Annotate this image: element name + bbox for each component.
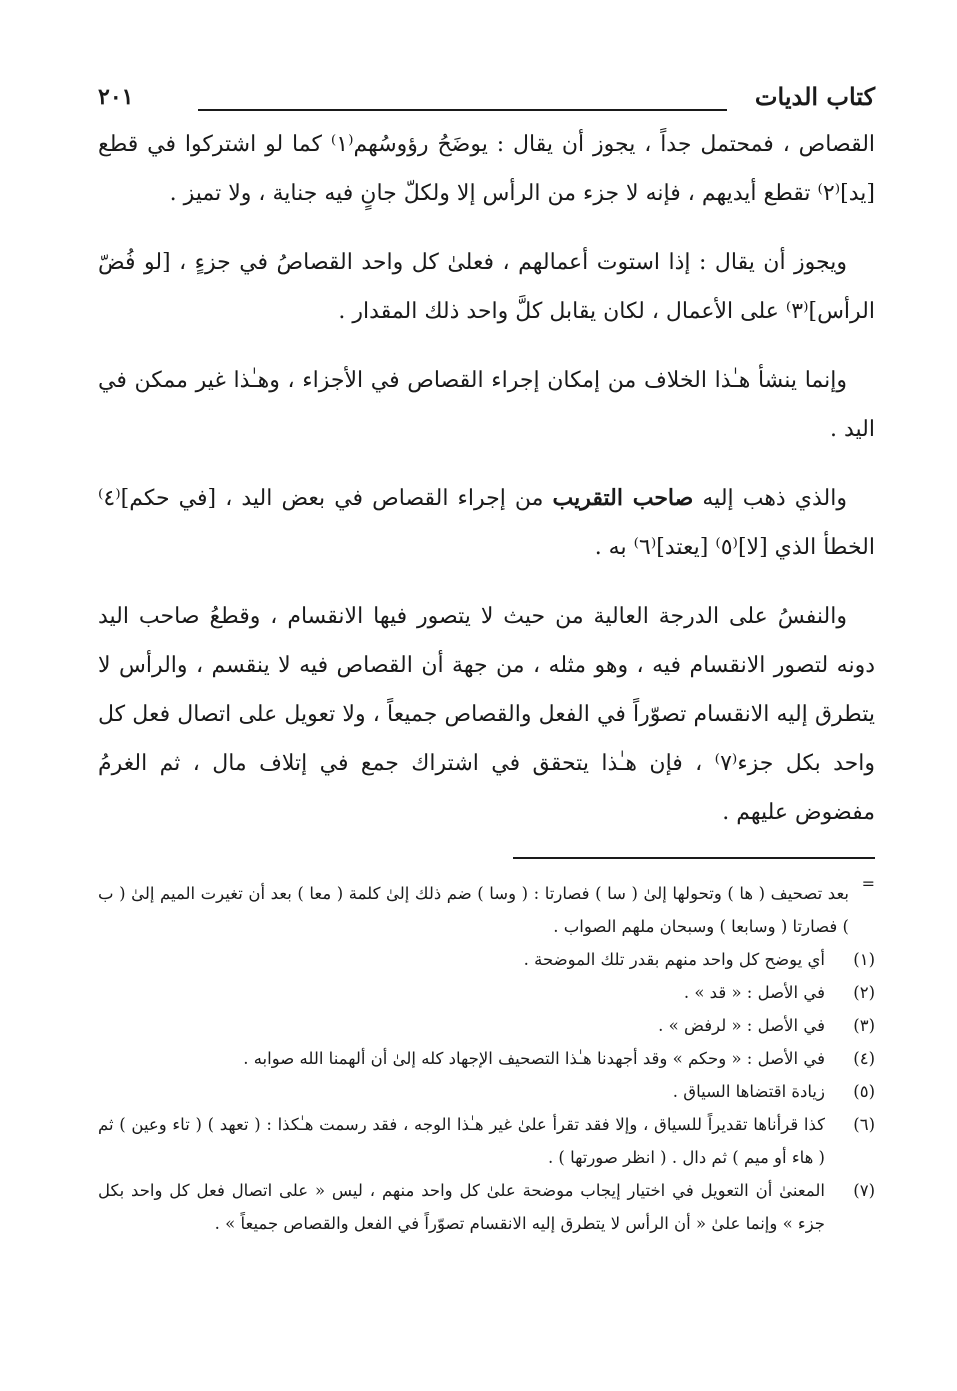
footnote-2: [98, 976, 875, 1009]
footnote-number: (٢): [853, 983, 875, 1002]
footnote-4: [98, 1042, 875, 1075]
footnote-number: (٦): [853, 1115, 875, 1134]
header-rule: [198, 109, 727, 111]
paragraph-4-rest: من إجراء القصاص في بعض اليد ، [في حكم]⁽٤⁾ الخطأ الذي [لا]⁽٥⁾ [يعتد]⁽٦⁾ به .: [98, 486, 875, 560]
footnote-text: أي يوضح كل واحد منهم بقدر تلك الموضحة .: [523, 950, 825, 969]
footnote-number: (٤): [853, 1049, 875, 1068]
paragraph-2: ويجوز أن يقال : إذا استوت أعمالهم ، فعلىٰ كل واحد القصاصُ في جزءٍ ، [لو فُضّ الرأس]⁽٣⁾ على الأعمال ، لكان يقابل كلَّ واحد ذلك المقدار .: [98, 250, 875, 324]
paragraph-1: القصاص ، فمحتمل جداً ، يجوز أن يقال : يوضَحُ رؤوسُهم⁽١⁾ كما لو اشتركوا في قطع [يد]⁽٢⁾ تقطع أيديهم ، فإنه لا جزء من الرأس إلا ولكلّ جانٍ فيه جناية ، ولا تميز .: [98, 132, 876, 206]
footnote-number: (٥): [853, 1082, 875, 1101]
footnote-text: في الأصل : « قد » .: [683, 983, 825, 1002]
paragraph-3: وإنما ينشأ هـٰذا الخلاف من إمكان إجراء القصاص في الأجزاء ، وهـٰذا غير ممكن في اليد .: [98, 368, 875, 442]
footnote-number: (٧): [853, 1181, 875, 1200]
footnote-separator: [513, 857, 875, 859]
continuation-text: بعد تصحيف ( ها ) وتحولها إلىٰ ( سا ) فصارتا : ( وسا ) ضم ذلك إلىٰ كلمة ( معا ) بعد أن تغيرت الميم إلىٰ ( ب ) فصارتا ( وسابعا ) وسبحان ملهم الصواب .: [98, 884, 849, 936]
footnote-continuation: [98, 874, 875, 943]
footnote-number: (١): [853, 950, 875, 969]
footnote-text: في الأصل : « لرفض » .: [658, 1016, 825, 1035]
footnote-7: [98, 1174, 875, 1240]
footnote-text: المعنىٰ أن التعويل في اختيار إيجاب موضحة علىٰ كل واحد منهم ، ليس « على اتصال فعل كل واحد بكل جزء » وإنما علىٰ « أن الرأس لا يتطرق إليه الانقسام تصوّراً في الفعل والقصاص جميعاً » .: [98, 1181, 825, 1233]
paragraph-4: [98, 474, 875, 572]
footnote-text: زيادة اقتضاها السياق .: [672, 1082, 825, 1101]
footnote-1: [98, 943, 875, 976]
footnote-6: [98, 1108, 875, 1174]
footnote-number: (٣): [853, 1016, 875, 1035]
book-page: [98, 78, 875, 1240]
chapter-title: كتاب الديات: [754, 82, 875, 111]
footnote-text: كذا قرأناها تقديراً للسياق ، وإلا فقد تقرأ علىٰ غير هـٰذا الوجه ، فقد رسمت هـٰكذا : ( تعهد ) ( تاء وعين ) ثم ( هاء أو ميم ) ثم دال . ( انظر صورتها ) .: [98, 1115, 825, 1167]
author-name-bold: صاحب التقريب: [552, 485, 694, 511]
footnote-3: [98, 1009, 875, 1042]
footnotes: [98, 874, 875, 1240]
main-text: [98, 120, 875, 837]
paragraph-4-lead: والذي ذهب إليه: [693, 486, 847, 511]
continuation-mark: =: [861, 874, 875, 893]
page-number: ٢٠١: [98, 84, 134, 110]
footnote-text: في الأصل : « وحكم » وقد أجهدنا هـٰذا التصحيف الإجهاد كله إلىٰ أن ألهمنا الله صوابه .: [243, 1049, 825, 1068]
running-header: [98, 78, 875, 120]
paragraph-5: والنفسُ على الدرجة العالية من حيث لا يتصور فيها الانقسام ، وقطعُ صاحب اليد دونه لتصور الانقسام فيه ، وهو مثله ، من جهة أن القصاص فيه لا ينقسم ، والرأس لا يتطرق إليه الانقسام تصوّراً في الفعل والقصاص جميعاً ، ولا تعويل على اتصال فعل كل واحد بكل جزء⁽٧⁾ ، فإن هـٰذا يتحقق في اشتراك جمع في إتلاف مال ، ثم الغرمُ مفضوض عليهم .: [98, 604, 876, 825]
footnote-5: [98, 1075, 875, 1108]
